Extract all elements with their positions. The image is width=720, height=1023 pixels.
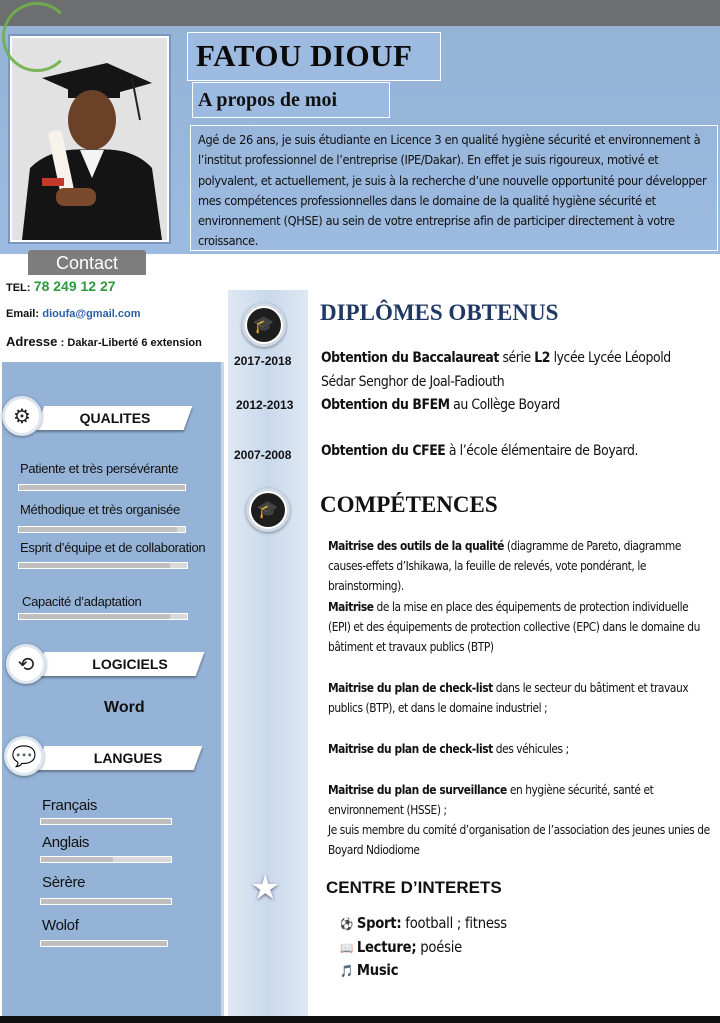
contact-email xyxy=(6,306,140,320)
person-name: FATOU DIOUF xyxy=(196,38,413,73)
quality-bar xyxy=(18,484,186,491)
graduation-cap-icon: 🎓 xyxy=(242,303,286,347)
language-bar xyxy=(40,818,172,825)
competence-detail: (diagramme de Pareto, diagramme causes-effets d’Ishikawa, la feuille de relevés, vote pondérant, le brainstorming). xyxy=(328,538,681,593)
language-bar xyxy=(40,898,172,905)
quality-label: Patiente et très persévérante xyxy=(20,461,179,476)
diploma-name: Obtention du BFEM xyxy=(321,397,450,413)
soccer-ball-icon: ⚽ xyxy=(340,917,353,931)
music-icon: 🎵 xyxy=(340,964,353,978)
competence-title: Maitrise du plan de surveillance xyxy=(328,782,507,797)
interest-item xyxy=(340,961,398,979)
bar-fill xyxy=(19,485,185,490)
interest-detail: poésie xyxy=(416,938,462,956)
email-label: Email: xyxy=(6,308,40,320)
diploma-item xyxy=(321,440,682,464)
email-value: dioufa@gmail.com xyxy=(42,308,141,320)
competence-detail: Je suis membre du comité d’organisation de l’association des jeunes unies de Boyard Ndiodiome xyxy=(328,822,710,857)
address-label: Adresse xyxy=(6,334,58,349)
logiciels-title: LOGICIELS xyxy=(92,656,168,672)
interest-title: Music xyxy=(356,961,399,979)
competence-title: Maitrise xyxy=(328,599,374,614)
competence-title: Maitrise du plan de check-list xyxy=(328,741,493,756)
speech-bubbles-icon: 💬 xyxy=(4,736,44,776)
interest-title: Sport: xyxy=(356,914,402,932)
quality-bar xyxy=(18,562,188,569)
quality-label: Capacité d’adaptation xyxy=(22,594,142,609)
interest-title: Lecture; xyxy=(356,938,417,956)
bar-fill xyxy=(41,819,171,824)
competence-item xyxy=(328,536,710,596)
quality-bar xyxy=(18,613,188,620)
bar-fill xyxy=(41,941,167,946)
software-item: Word xyxy=(104,699,145,716)
book-icon: 📖 xyxy=(340,941,353,955)
top-bar xyxy=(0,0,720,26)
interest-detail: football ; fitness xyxy=(401,914,507,932)
contact-tab: Contact xyxy=(28,250,146,275)
diploma-name: Obtention du Baccalaureat xyxy=(321,350,499,366)
bar-fill xyxy=(19,527,177,532)
year-label: 2012-2013 xyxy=(236,398,294,412)
language-label: Wolof xyxy=(42,917,79,934)
quality-bar xyxy=(18,526,186,533)
tel-label: TEL: xyxy=(6,282,31,294)
language-bar xyxy=(40,856,172,863)
logo-watermark xyxy=(2,2,72,72)
competence-title: Maitrise du plan de check-list xyxy=(328,680,493,695)
bar-fill xyxy=(19,563,170,568)
competence-item xyxy=(328,739,710,759)
competence-item xyxy=(328,678,710,718)
interets-heading: CENTRE D’INTERETS xyxy=(326,878,502,897)
competence-item xyxy=(328,820,710,860)
address-value: : Dakar-Liberté 6 extension xyxy=(60,337,202,349)
year-label: 2017-2018 xyxy=(234,354,292,368)
language-label: Anglais xyxy=(42,834,90,851)
gears-icon: ⚙ xyxy=(2,396,42,436)
diploma-detail: série xyxy=(498,350,535,366)
diplomes-heading: DIPLÔMES OBTENUS xyxy=(320,300,559,325)
diploma-item xyxy=(321,394,682,418)
interest-item xyxy=(340,914,507,932)
quality-label: Méthodique et très organisée xyxy=(20,502,180,517)
language-label: Sèrère xyxy=(42,874,86,891)
graduation-cap-icon: 🎓 xyxy=(246,488,290,532)
competences-heading: COMPÉTENCES xyxy=(320,492,498,517)
competence-item xyxy=(328,780,710,820)
year-label: 2007-2008 xyxy=(234,448,292,462)
competence-detail: dans le secteur du bâtiment et travaux publics (BTP), et dans le domaine industriel ; xyxy=(328,680,689,715)
tel-value: 78 249 12 27 xyxy=(33,278,116,294)
diploma-series: L2 xyxy=(534,350,551,366)
software-icon: ⟲ xyxy=(6,644,46,684)
about-text: Agé de 26 ans, je suis étudiante en Licence 3 en qualité hygiène sécurité et environnement à l’institut professionnel de l’entreprise (IPE/Dakar). En effet je suis rigoureux, motivé et polyvalent, et actuellement, je suis à la recherche d’une nouvelle opportunité pour développer mes compétences professionnelles dans le domaine de la qualité hygiène sécurité et environnement (QHSE) au sein de votre entreprise afin de participer directement à votre croissance. xyxy=(198,133,707,249)
competence-detail: de la mise en place des équipements de protection individuelle (EPI) et des équipements de protection collective (EPC) dans le domaine du bâtiment et travaux publics (BTP) xyxy=(328,599,700,654)
competence-detail: des véhicules ; xyxy=(492,741,569,756)
competence-detail: en hygiène sécurité, santé et environnement (HSSE) ; xyxy=(328,782,654,817)
language-bar xyxy=(40,940,168,947)
contact-address xyxy=(6,334,202,349)
bar-fill xyxy=(19,614,170,619)
bar-fill xyxy=(41,899,171,904)
contact-tel xyxy=(6,278,116,294)
qualites-title: QUALITES xyxy=(79,410,151,426)
competence-item xyxy=(328,597,710,657)
diploma-detail: à l’école élémentaire de Boyard. xyxy=(445,443,639,459)
bottom-bar xyxy=(0,1016,720,1023)
diploma-item xyxy=(321,347,682,394)
interest-item xyxy=(340,938,462,956)
star-icon: ★ xyxy=(250,869,281,907)
diploma-name: Obtention du CFEE xyxy=(321,443,446,459)
about-title: A propos de moi xyxy=(198,89,338,111)
diploma-school: lycée Lycée Léopold Sédar Senghor de Joal-Fadiouth xyxy=(321,350,671,390)
competence-title: Maitrise des outils de la qualité xyxy=(328,538,504,553)
bar-fill xyxy=(41,857,113,862)
langues-title: LANGUES xyxy=(93,750,163,766)
diploma-detail: au Collège Boyard xyxy=(449,397,560,413)
quality-label: Esprit d’équipe et de collaboration xyxy=(20,540,206,555)
language-label: Français xyxy=(42,797,98,814)
